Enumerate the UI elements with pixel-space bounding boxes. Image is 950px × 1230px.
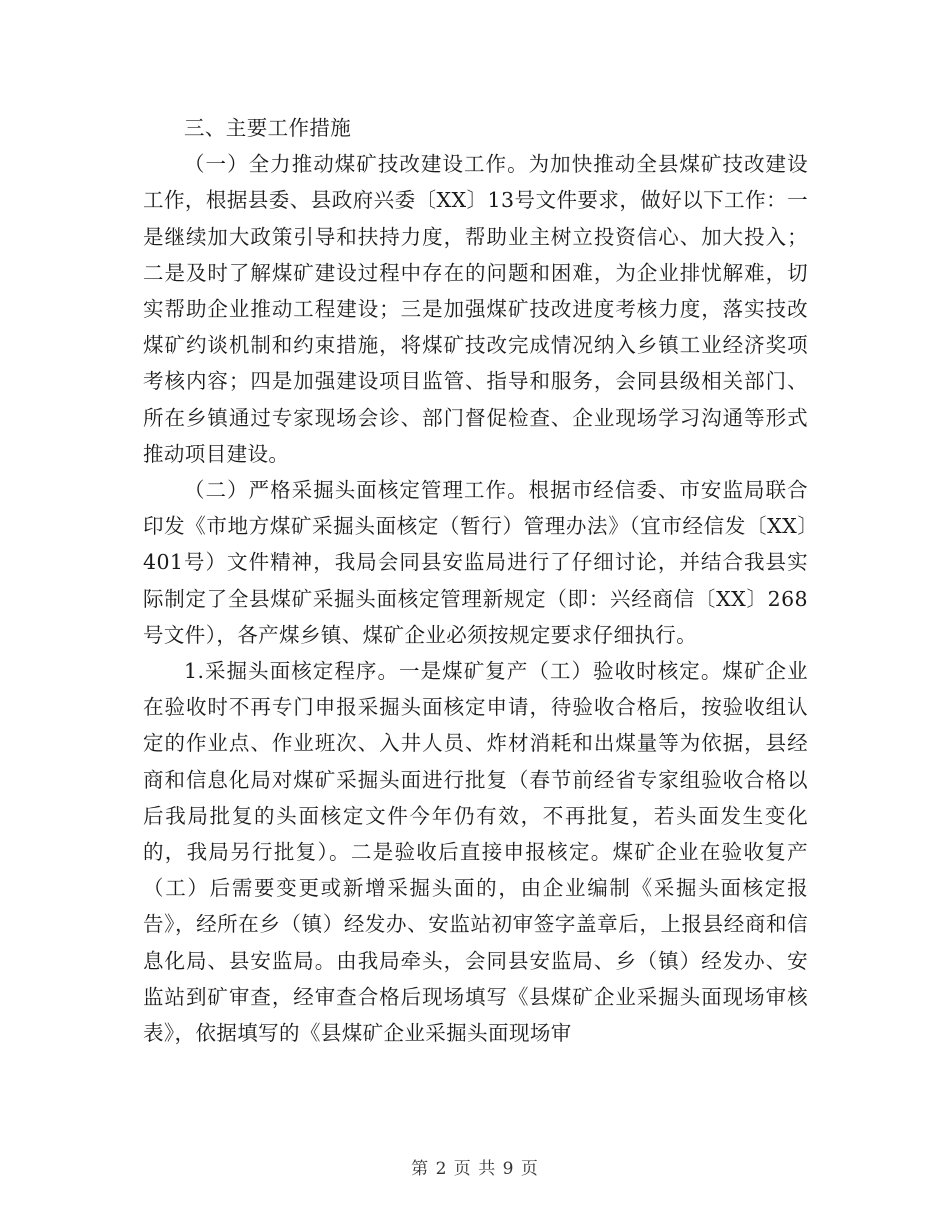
page-number-footer: 第 2 页 共 9 页 [411,1159,539,1179]
paragraph-tech-upgrade: （一）全力推动煤矿技改建设工作。为加快推动全县煤矿技改建设工作，根据县委、县政府兴委〔XX〕13号文件要求，做好以下工作：一是继续加大政策引导和扶持力度，帮助业主树立投资信心、加大投入；二是及时了解煤矿建设过程中存在的问题和困难，为企业排忧解难，切实帮助企业推动工程建设；三是加强煤矿技改进度考核力度，落实技改煤矿约谈机制和约束措施，将煤矿技改完成情况纳入乡镇工业经济奖项考核内容；四是加强建设项目监管、指导和服务，会同县级相关部门、所在乡镇通过专家现场会诊、部门督促检查、企业现场学习沟通等形式推动项目建设。 [143,152,808,466]
section-heading: 三、主要工作措施 [184,116,352,140]
paragraph-face-verification: （二）严格采掘头面核定管理工作。根据市经信委、市安监局联合印发《市地方煤矿采掘头面核定（暂行）管理办法》（宜市经信发〔XX〕401号）文件精神，我局会同县安监局进行了仔细讨论，并结合我县实际制定了全县煤矿采掘头面核定管理新规定（即：兴经商信〔XX〕268号文件），各产煤乡镇、煤矿企业必须按规定要求仔细执行。 [143,478,808,647]
document-body [143,110,808,1051]
paragraph-verification-procedure: 1.采掘头面核定程序。一是煤矿复产（工）验收时核定。煤矿企业在验收时不再专门申报采掘头面核定申请，待验收合格后，按验收组认定的作业点、作业班次、入井人员、炸材消耗和出煤量等为依据，县经商和信息化局对煤矿采掘头面进行批复（春节前经省专家组验收合格以后我局批复的头面核定文件今年仍有效，不再批复，若头面发生变化的，我局另行批复）。二是验收后直接申报核定。煤矿企业在验收复产（工）后需要变更或新增采掘头面的，由企业编制《采掘头面核定报告》，经所在乡（镇）经发办、安监站初审签字盖章后，上报县经商和信息化局、县安监局。由我局牵头，会同县安监局、乡（镇）经发办、安监站到矿审查，经审查合格后现场填写《县煤矿企业采掘头面现场审核表》，依据填写的《县煤矿企业采掘头面现场审 [143,659,808,1046]
